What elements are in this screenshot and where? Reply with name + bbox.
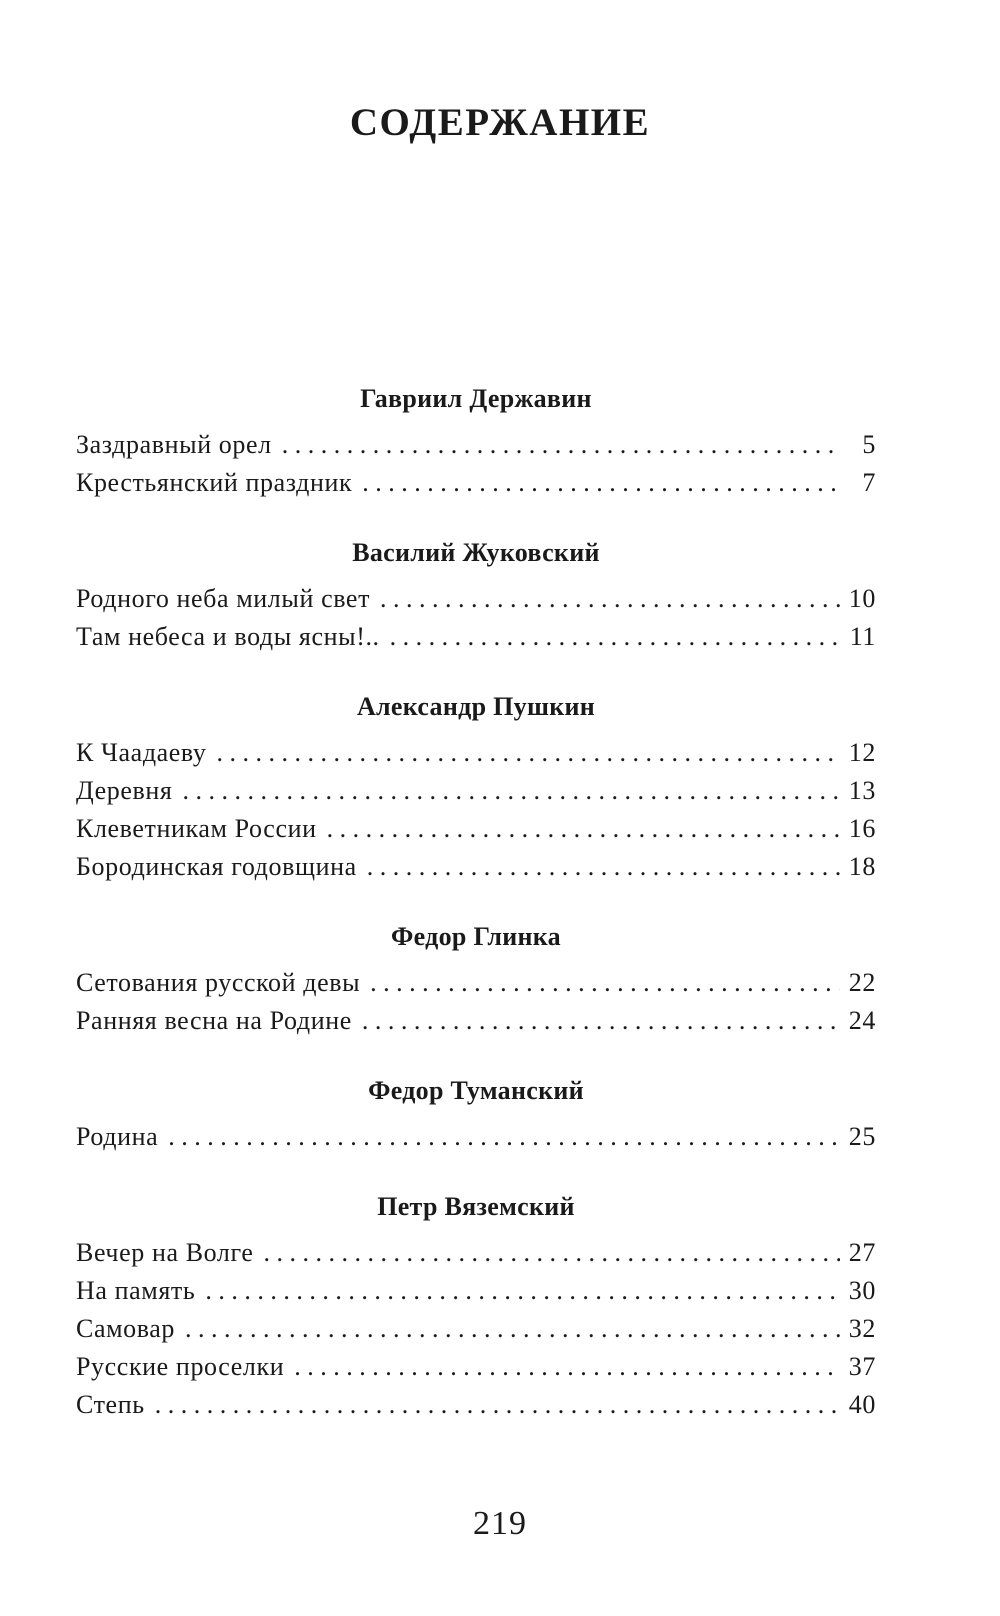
dot-leader [362,464,840,502]
entry-page-number: 22 [848,968,876,997]
dot-leader [282,426,840,464]
toc-section-tumansky [76,1072,876,1156]
section-author: Гавриил Державин [360,384,592,413]
toc-section-glinka [76,918,876,1040]
toc-entry [76,426,876,464]
dot-leader [182,772,840,810]
entry-page-number: 32 [848,1314,876,1343]
entry-title: Заздравный орел [76,430,272,459]
toc-entry [76,810,876,848]
toc-entry [76,1272,876,1310]
page-number: 219 [473,1505,527,1542]
entry-title: Деревня [76,776,173,805]
toc-section-pushkin [76,688,876,886]
entry-page-number: 27 [848,1238,876,1267]
toc-section-vyazemsky [76,1188,876,1424]
entry-title: Родина [76,1122,159,1151]
entry-page-number: 11 [849,622,876,651]
entry-page-number: 7 [862,468,876,497]
entry-page-number: 40 [848,1390,876,1419]
entry-page-number: 18 [848,852,876,881]
page-title: СОДЕРЖАНИЕ [349,101,651,144]
entry-title: Степь [76,1390,145,1419]
dot-leader [294,1348,840,1386]
dot-leader [367,848,840,886]
dot-leader [185,1310,840,1348]
toc-entry [76,848,876,886]
toc-entry [76,580,876,618]
dot-leader [327,810,840,848]
entry-title: Бородинская годовщина [76,852,357,881]
toc-entry [76,1118,876,1156]
entry-page-number: 10 [848,584,876,613]
dot-leader [217,734,840,772]
toc-entry [76,618,876,656]
dot-leader [380,580,840,618]
toc-entry [76,1234,876,1272]
dot-leader [390,618,840,656]
dot-leader [370,964,840,1002]
section-author: Василий Жуковский [352,538,600,567]
toc-entry [76,1348,876,1386]
section-author: Петр Вяземский [377,1192,575,1221]
toc-entry [76,964,876,1002]
dot-leader [205,1272,840,1310]
toc-section-derzhavin [76,380,876,502]
toc-section-zhukovsky [76,534,876,656]
entry-title: Вечер на Волге [76,1238,254,1267]
toc-entry [76,772,876,810]
entry-title: Там небеса и воды ясны!.. [76,622,380,651]
dot-leader [168,1118,840,1156]
entry-title: Сетования русской девы [76,968,361,997]
entry-page-number: 13 [848,776,876,805]
toc-entry [76,1310,876,1348]
toc-entry [76,1002,876,1040]
dot-leader [264,1234,840,1272]
dot-leader [155,1386,840,1424]
toc-entry [76,734,876,772]
entry-title: Ранняя весна на Родине [76,1006,352,1035]
entry-page-number: 37 [848,1352,876,1381]
section-author: Федор Туманский [368,1076,584,1105]
entry-page-number: 16 [848,814,876,843]
entry-title: Крестьянский праздник [76,468,353,497]
section-author: Александр Пушкин [356,692,596,721]
table-of-contents [76,380,876,1456]
entry-title: Русские проселки [76,1352,285,1381]
entry-title: На память [76,1276,196,1305]
dot-leader [362,1002,840,1040]
toc-entry [76,1386,876,1424]
entry-title: Родного неба милый свет [76,584,371,613]
entry-title: К Чаадаеву [76,738,207,767]
entry-page-number: 5 [862,430,876,459]
entry-page-number: 30 [848,1276,876,1305]
entry-title: Клеветникам России [76,814,317,843]
entry-page-number: 25 [848,1122,876,1151]
entry-page-number: 24 [848,1006,876,1035]
entry-page-number: 12 [848,738,876,767]
section-author: Федор Глинка [391,922,561,951]
entry-title: Самовар [76,1314,176,1343]
toc-entry [76,464,876,502]
